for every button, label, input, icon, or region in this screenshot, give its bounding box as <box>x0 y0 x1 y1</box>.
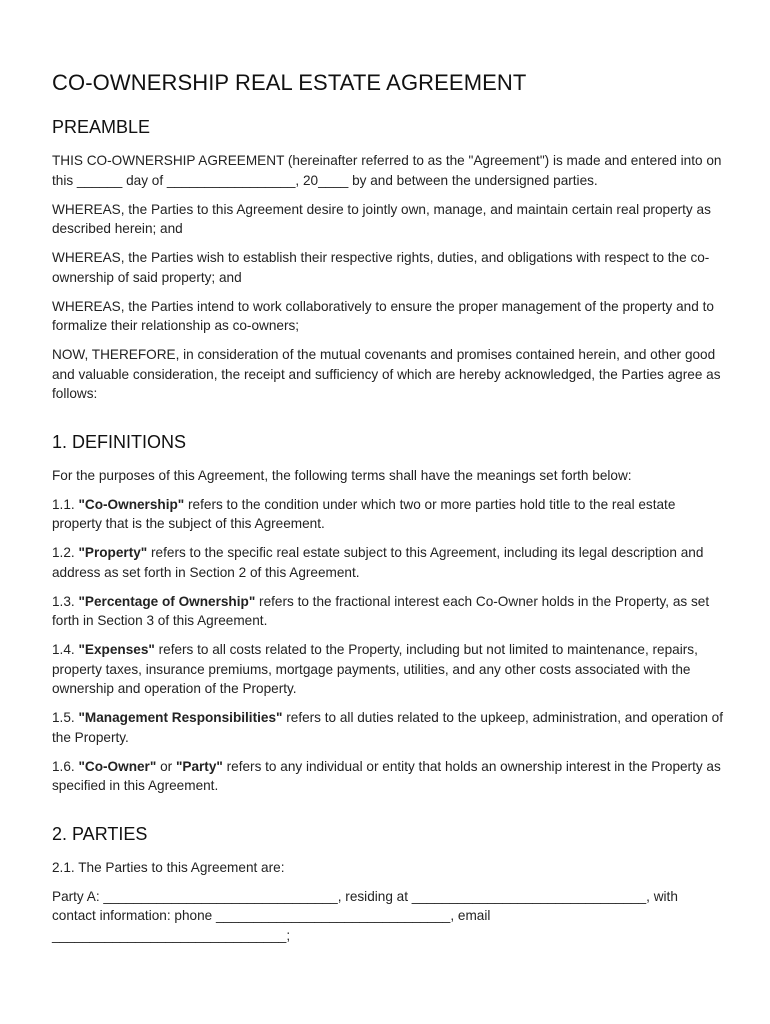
definition-item <box>52 592 724 631</box>
preamble-paragraph: NOW, THEREFORE, in consideration of the mutual covenants and promises contained herein, and other good and valuable consideration, the receipt and sufficiency of which are hereby acknowledged, the Parties agree as follows: <box>52 347 721 401</box>
definition-number: 1.2. <box>52 545 79 560</box>
definition-term: "Management Responsibilities" <box>78 710 283 725</box>
preamble-paragraph: WHEREAS, the Parties wish to establish their respective rights, duties, and obligations with respect to the co-ownership of said property; and <box>52 250 710 285</box>
definition-term: "Co-Ownership" <box>78 496 185 512</box>
definition-item <box>52 543 724 582</box>
definition-text: refers to all costs related to the Property, including but not limited to maintenance, repairs, property taxes, insurance premiums, mortgage payments, utilities, and any other costs associated with the ownership and operation of the Property. <box>52 642 698 696</box>
definition-text: refers to any individual or entity that holds an ownership interest in the Property as specified in this Agreement. <box>52 758 721 793</box>
definition-term: "Party" <box>175 758 223 774</box>
document-page <box>52 70 724 955</box>
document-title: CO-OWNERSHIP REAL ESTATE AGREEMENT <box>52 70 527 95</box>
definition-term: "Co-Owner" <box>78 758 157 774</box>
definition-term: "Expenses" <box>78 642 155 657</box>
definitions-intro: For the purposes of this Agreement, the following terms shall have the meanings set forth below: <box>52 467 632 483</box>
definition-text: refers to the fractional interest each Co-Owner holds in the Property, as set forth in Section 3 of this Agreement. <box>52 593 710 628</box>
preamble-paragraph: THIS CO-OWNERSHIP AGREEMENT (hereinafter referred to as the "Agreement") is made and entered into on this ______ day of _________________, 20____ by and between the undersigned parties. <box>52 153 722 188</box>
definition-joiner: or <box>156 758 176 774</box>
preamble-paragraph: WHEREAS, the Parties to this Agreement desire to jointly own, manage, and maintain certain real property as described herein; and <box>52 201 711 236</box>
parties-heading: 2. PARTIES <box>52 823 148 844</box>
definition-text: refers to the specific real estate subject to this Agreement, including its legal description and address as set forth in Section 2 of this Agreement. <box>52 545 704 580</box>
party-a-entry: Party A: _______________________________, residing at _______________________________, with contact information: phone _______________________________, email _______________________________; <box>52 888 678 943</box>
preamble-paragraph: WHEREAS, the Parties intend to work collaboratively to ensure the proper management of the property and to formalize their relationship as co-owners; <box>52 298 714 333</box>
definition-number: 1.3. <box>52 593 79 609</box>
definition-text: refers to all duties related to the upkeep, administration, and operation of the Property. <box>52 710 724 745</box>
parties-intro: 2.1. The Parties to this Agreement are: <box>52 859 285 875</box>
definition-number: 1.5. <box>52 710 79 725</box>
definition-term: "Percentage of Ownership" <box>78 593 256 609</box>
definition-number: 1.4. <box>52 642 79 657</box>
definition-item <box>52 495 724 534</box>
definition-item <box>52 640 724 699</box>
preamble-heading: PREAMBLE <box>52 117 151 137</box>
definition-number: 1.6. <box>52 758 79 774</box>
definition-term: "Property" <box>78 545 148 560</box>
definition-item <box>52 757 724 796</box>
definitions-heading: 1. DEFINITIONS <box>52 431 187 452</box>
definition-text: refers to the condition under which two or more parties hold title to the real estate property that is the subject of this Agreement. <box>52 496 676 531</box>
definition-number: 1.1. <box>52 496 79 512</box>
definition-item <box>52 708 724 747</box>
